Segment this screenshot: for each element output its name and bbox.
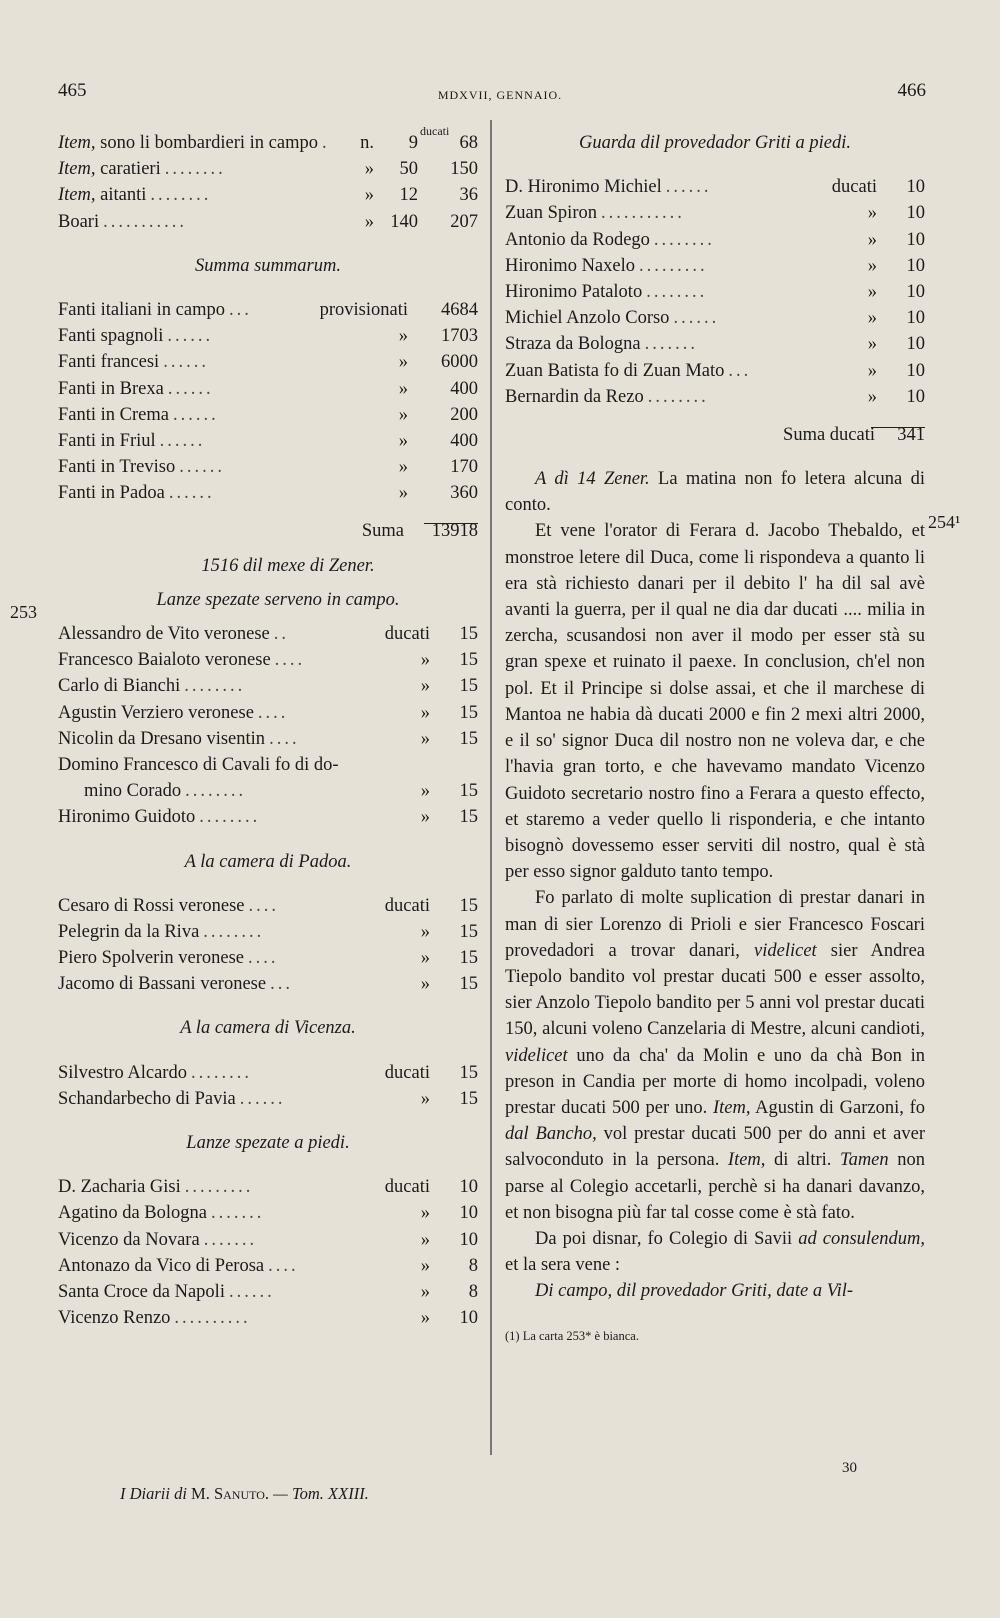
guarda-row-unit: » — [867, 308, 877, 329]
piedi-row-amount: 10 — [459, 1177, 478, 1198]
guarda-row-unit: » — [867, 203, 877, 224]
padoa-row-amount: 15 — [459, 974, 478, 995]
sum-rule — [58, 506, 478, 518]
fanti-row — [58, 297, 478, 323]
right-page-number: 466 — [897, 80, 926, 101]
leader-dots: .... — [248, 895, 280, 916]
top-row-item: Item, — [58, 185, 96, 206]
guarda-row — [505, 279, 925, 305]
fanti-row — [58, 402, 478, 428]
top-row-label: Boari — [58, 211, 100, 232]
top-row — [58, 182, 478, 208]
padoa-heading: A la camera di Padoa. — [184, 851, 352, 872]
leader-dots: .... — [269, 728, 300, 749]
leader-dots: ......... — [639, 255, 708, 276]
guarda-row-unit: ducati — [831, 177, 877, 198]
fanti-provisionati: » — [398, 352, 408, 373]
lanze-row-name: Alessandro de Vito veronese — [58, 624, 270, 644]
mino-corado-row: mino Corado ........ » 15 — [84, 781, 478, 802]
padoa-row-name: Piero Spolverin veronese — [58, 948, 244, 969]
lanze-row-name: Agustin Verziero veronese — [58, 702, 254, 723]
leader-dots: ....... — [211, 1203, 265, 1224]
piedi-row-amount: 10 — [459, 1308, 478, 1329]
padoa-row-name: Cesaro di Rossi veronese — [58, 895, 245, 916]
guarda-row-amount: 10 — [906, 229, 925, 250]
suma-value: 13918 — [431, 521, 478, 542]
guarda-row-amount: 10 — [906, 386, 925, 407]
fanti-name: Fanti italiani in campo — [58, 299, 225, 320]
lanze-rows — [58, 621, 478, 752]
top-row — [58, 209, 478, 235]
padoa-row-amount: 15 — [459, 948, 478, 969]
margin-note-254: 254¹ — [928, 512, 961, 532]
padoa-row-amount: 15 — [459, 895, 478, 916]
fanti-provisionati: provisionati — [319, 299, 408, 320]
lanze-row-unit: » — [420, 702, 430, 723]
leader-dots: ........... — [600, 203, 685, 224]
right-suma-value: 341 — [897, 424, 925, 445]
guarda-row-unit: » — [867, 334, 877, 355]
leader-dots: .......... — [174, 1308, 251, 1329]
vicenza-heading: A la camera di Vicenza. — [180, 1018, 356, 1039]
piedi-row-amount: 8 — [468, 1255, 478, 1276]
guarda-row-name: Hironimo Pataloto — [505, 281, 643, 302]
guarda-row-amount: 10 — [906, 281, 925, 302]
lanze-row-amount: 15 — [459, 728, 478, 749]
padoa-row — [58, 919, 478, 945]
guarda-row-name: D. Hironimo Michiel — [505, 177, 662, 198]
lanze-row-name: Francesco Baialoto veronese — [58, 650, 271, 671]
leader-dots: .. — [273, 624, 290, 644]
leader-dots: ....... — [203, 1229, 258, 1250]
paragraph-di-campo: Di campo, dil provedador Griti, date a Vil- — [535, 1281, 854, 1302]
piedi-row-name: D. Zacharia Gisi — [58, 1177, 181, 1198]
top-row-total: 207 — [450, 211, 478, 232]
leader-dots: ........ — [164, 159, 226, 180]
fanti-provisionati: » — [398, 457, 408, 478]
guarda-row-name: Zuan Spiron — [505, 203, 597, 224]
leader-dots: ... — [270, 974, 293, 995]
guarda-row-name: Zuan Batista fo di Zuan Mato — [505, 360, 725, 381]
lanze-heading: Lanze spezate serveno in campo. — [156, 589, 400, 610]
fanti-row — [58, 323, 478, 349]
fanti-value: 360 — [450, 483, 478, 504]
piedi-row-name: Agatino da Bologna — [58, 1203, 208, 1224]
piedi-row-amount: 8 — [468, 1281, 478, 1302]
fanti-provisionati: » — [398, 430, 408, 451]
guarda-row-amount: 10 — [906, 255, 925, 276]
fanti-value: 400 — [450, 378, 478, 399]
top-row-count: 12 — [399, 185, 418, 206]
vicenza-row-name: Schandarbecho di Pavia — [58, 1088, 236, 1109]
guarda-row-amount: 10 — [906, 308, 925, 329]
fanti-provisionati: » — [398, 483, 408, 504]
lanze-row — [58, 700, 478, 726]
piedi-row — [58, 1200, 478, 1226]
lanze-row-unit: » — [420, 676, 430, 697]
padoa-row — [58, 945, 478, 971]
piedi-row — [58, 1279, 478, 1305]
left-column — [58, 122, 478, 1331]
footnote: (1) La carta 253* è bianca. — [505, 1328, 639, 1343]
top-row-count: 9 — [408, 133, 418, 153]
leader-dots: ...... — [665, 177, 712, 198]
guarda-row-unit: » — [867, 360, 877, 381]
piedi-row-unit: » — [420, 1203, 430, 1224]
padoa-row — [58, 971, 478, 997]
lanze-row-amount: 15 — [459, 650, 478, 671]
lanze-row-name: Carlo di Bianchi — [58, 676, 181, 697]
leader-dots: ...... — [167, 378, 214, 399]
column-divider — [490, 120, 492, 1455]
leader-dots: ...... — [168, 483, 215, 504]
paragraph-colegio: Da poi disnar, fo Colegio di Savii ad consulendum, et la sera vene : — [505, 1228, 926, 1276]
padoa-row-name: Pelegrin da la Riva — [58, 921, 200, 942]
padoa-row-amount: 15 — [459, 921, 478, 942]
paragraph-orator-ferara: Et vene l'orator di Ferara d. Jacobo Thebaldo, et monstroe letere dil Duca, come li rispondeva a quanto li era stà richiesto danari per il debito l' ha dil sal avè avanti la guerra, per il qual ne dia dar ducati .... milia in zercha, scusandosi non aver il modo per esser stà su gran spexe et ruinato il paexe. In conclusion, ch'el non pol. Et il Principe si dolse assai, et che il marchese di Mantoa ne habia dà ducati 2000 e fin 2 mexi altri 2000, e il so' signor Duca dil nostro non ne voleva dar, e che l'havia gran torto, e che havevamo mandato Vicenzo Guidoto secretario nostro fino a Ferara a questo effecto, et staremo a veder quello li risponderia, e che intanto bisognò dovessemo esser serviti dil nostro, qual è stà per esso signor galduto tanto tempo. — [505, 521, 925, 883]
fanti-name: Fanti francesi — [58, 352, 160, 373]
leader-dots: ...... — [239, 1088, 286, 1109]
padoa-row-name: Jacomo di Bassani veronese — [58, 974, 267, 995]
lanze-row — [58, 647, 478, 673]
padoa-row-unit: » — [420, 948, 430, 969]
vicenza-row-amount: 15 — [459, 1088, 478, 1109]
top-row-name — [58, 182, 146, 208]
top-row-count: 140 — [390, 211, 418, 232]
running-title: MDXVII, GENNAIO. — [437, 88, 563, 102]
guarda-row — [505, 174, 925, 200]
guarda-row-name: Hironimo Naxelo — [505, 255, 635, 276]
leader-dots: ........... — [103, 211, 187, 232]
vicenza-row — [58, 1086, 478, 1112]
top-row — [58, 130, 478, 156]
guarda-row-amount: 10 — [906, 360, 925, 381]
top-row-name — [58, 209, 99, 235]
fanti-row — [58, 480, 478, 506]
piedi-row-unit: » — [420, 1255, 430, 1276]
guarda-row-name: Antonio da Rodego — [505, 229, 650, 250]
leader-dots: ... — [228, 299, 252, 320]
piedi-row — [58, 1227, 478, 1253]
piedi-row-name: Santa Croce da Napoli — [58, 1281, 225, 1302]
paragraph-14-zener: A dì 14 Zener. La matina non fo letera alcuna di conto. — [505, 469, 925, 516]
sheet-number: 30 — [842, 1460, 857, 1476]
guarda-rows — [505, 174, 925, 410]
right-suma-row — [505, 422, 925, 448]
piedi-row-unit: » — [420, 1281, 430, 1302]
guarda-row — [505, 200, 925, 226]
top-row-name — [58, 156, 161, 182]
leader-dots: ......... — [184, 1177, 254, 1198]
fanti-provisionati: » — [398, 404, 408, 425]
leader-dots: ........ — [150, 185, 212, 206]
top-row-name — [58, 130, 318, 156]
fanti-row — [58, 349, 478, 375]
top-row-label: caratieri — [95, 159, 161, 180]
leader-dots: .... — [248, 948, 279, 969]
leader-dots: ... — [728, 360, 752, 381]
fanti-name: Fanti in Brexa — [58, 378, 164, 399]
padoa-rows — [58, 893, 478, 998]
right-column — [505, 122, 925, 1349]
lanze-row — [58, 726, 478, 752]
piedi-row-unit: ducati — [384, 1177, 430, 1198]
fanti-name: Fanti in Friul — [58, 430, 156, 451]
vicenza-row — [58, 1060, 478, 1086]
margin-note-253: 253 — [10, 602, 37, 622]
leader-dots: ........ — [190, 1062, 252, 1083]
piedi-row-unit: » — [420, 1229, 430, 1250]
leader-dots: .... — [274, 650, 306, 671]
top-row — [58, 156, 478, 182]
left-page-number: 465 — [58, 80, 87, 101]
domino-line: Domino Francesco di Cavali fo di do- — [58, 754, 339, 775]
guarda-row-name: Michiel Anzolo Corso — [505, 308, 670, 329]
top-row-label: aitanti — [95, 185, 147, 206]
top-row-unit: » — [364, 211, 374, 232]
leader-dots: . — [321, 133, 330, 153]
top-row-unit: n. — [360, 133, 374, 153]
top-row-total: 36 — [459, 185, 478, 206]
top-rows — [58, 130, 478, 235]
guarda-row-unit: » — [867, 386, 877, 407]
piedi-row-amount: 10 — [459, 1229, 478, 1250]
guarda-row-amount: 10 — [906, 203, 925, 224]
piedi-heading: Lanze spezate a piedi. — [186, 1133, 350, 1153]
lanze-row-amount: 15 — [459, 624, 478, 644]
lanze-row-unit: ducati — [384, 624, 430, 644]
leader-dots: ...... — [172, 404, 219, 425]
vicenza-row-name: Silvestro Alcardo — [58, 1062, 187, 1083]
top-row-item: Item, — [58, 159, 96, 180]
leader-dots: ...... — [673, 308, 720, 329]
fanti-name: Fanti in Crema — [58, 404, 169, 425]
top-row-total: 150 — [450, 159, 478, 180]
vicenza-row-amount: 15 — [459, 1062, 478, 1083]
fanti-name: Fanti in Padoa — [58, 483, 165, 504]
piedi-row — [58, 1253, 478, 1279]
leader-dots: ........ — [653, 229, 715, 250]
fanti-name: Fanti spagnoli — [58, 326, 164, 347]
fanti-row — [58, 454, 478, 480]
footer-signature: I Diarii di M. Sanuto. — Tom. XXIII. — [120, 1484, 369, 1503]
fanti-row — [58, 376, 478, 402]
paragraph-suplication: Fo parlato di molte suplication di prestar danari in man di sier Lorenzo di Prioli e sier Francesco Foscari provedadori a trovar danari, videlicet sier Andrea Tiepolo bandito vol prestar ducati 500 e esser assolto, sier Anzolo Tiepolo bandito per 5 anni vol prestar ducati 150, alcuni voleno Canzelaria di Mestre, alcuni candioti, videlicet uno da cha' da Molin e uno da chà Bon in preson in Candia per morte di homo incolpadi, voleno prestar ducati 500 per uno. Item, Agustin di Garzoni, fo dal Bancho, vol prestar ducati 500 per do anni et aver salvoconduto in la persona. Item, di altri. Tamen non parse al Colegio accetarli, perchè si ha danari davanzo, et non bisogna più far tal cosse come è stà fato. — [505, 888, 925, 1223]
guarda-row — [505, 331, 925, 357]
fanti-value: 170 — [450, 457, 478, 478]
fanti-provisionati: » — [398, 378, 408, 399]
hironimo-guidoto-row: Hironimo Guidoto ........ » 15 — [58, 807, 478, 828]
piedi-row-amount: 10 — [459, 1203, 478, 1224]
guarda-row-unit: » — [867, 281, 877, 302]
leader-dots: ........ — [646, 281, 708, 302]
leader-dots: ...... — [159, 430, 206, 451]
guarda-row — [505, 227, 925, 253]
padoa-row-unit: » — [420, 974, 430, 995]
fanti-row — [58, 428, 478, 454]
lanze-row — [58, 673, 478, 699]
leader-dots: ...... — [167, 326, 214, 347]
lanze-row-amount: 15 — [459, 676, 478, 697]
top-row-total: 68 — [459, 133, 478, 153]
piedi-rows — [58, 1174, 478, 1331]
fanti-value: 1703 — [441, 326, 478, 347]
piedi-row-name: Vicenzo Renzo — [58, 1308, 171, 1329]
top-row-unit: » — [364, 159, 374, 180]
top-row-item: Item, — [58, 133, 96, 153]
lanze-row-name: Nicolin da Dresano visentin — [58, 728, 266, 749]
piedi-row — [58, 1305, 478, 1331]
date-heading: 1516 dil mexe di Zener. — [201, 555, 375, 576]
top-row-count: 50 — [399, 159, 418, 180]
fanti-rows — [58, 297, 478, 507]
leader-dots: ........ — [184, 676, 246, 697]
suma-label: Suma — [361, 521, 404, 542]
piedi-row-name: Vicenzo da Novara — [58, 1229, 200, 1250]
fanti-provisionati: » — [398, 326, 408, 347]
lanze-row-unit: » — [420, 650, 430, 671]
guarda-row — [505, 253, 925, 279]
guarda-row-unit: » — [867, 255, 877, 276]
vicenza-rows — [58, 1060, 478, 1112]
leader-dots: .... — [257, 702, 289, 723]
leader-dots: ........ — [203, 921, 265, 942]
guarda-row — [505, 384, 925, 410]
right-sum-rule — [505, 410, 925, 422]
piedi-row-unit: » — [420, 1308, 430, 1329]
lanze-row-amount: 15 — [459, 702, 478, 723]
leader-dots: ....... — [644, 334, 698, 355]
suma-row — [58, 518, 478, 544]
fanti-name: Fanti in Treviso — [58, 457, 176, 478]
padoa-row — [58, 893, 478, 919]
fanti-value: 6000 — [441, 352, 478, 373]
lanze-row — [58, 621, 478, 647]
vicenza-row-unit: ducati — [384, 1062, 430, 1083]
leader-dots: ........ — [647, 386, 709, 407]
guarda-heading: Guarda dil provedador Griti a piedi. — [578, 133, 851, 153]
right-suma-label: Suma ducati — [783, 424, 875, 445]
top-row-label: sono li bombardieri in campo — [95, 133, 318, 153]
summa-heading: Summa summarum. — [195, 255, 341, 276]
guarda-row-amount: 10 — [906, 177, 925, 198]
vicenza-row-unit: » — [420, 1088, 430, 1109]
ducati-column-header: ducati — [420, 124, 450, 138]
leader-dots: ...... — [228, 1281, 275, 1302]
padoa-row-unit: » — [420, 921, 430, 942]
guarda-row-name: Straza da Bologna — [505, 334, 641, 355]
piedi-row-name: Antonazo da Vico di Perosa — [58, 1255, 265, 1276]
guarda-row — [505, 305, 925, 331]
fanti-value: 200 — [450, 404, 478, 425]
guarda-row-unit: » — [867, 229, 877, 250]
leader-dots: ...... — [163, 352, 209, 373]
top-row-unit: » — [364, 185, 374, 206]
piedi-row — [58, 1174, 478, 1200]
leader-dots: .... — [268, 1255, 299, 1276]
fanti-value: 4684 — [441, 299, 478, 320]
guarda-row — [505, 358, 925, 384]
leader-dots: ...... — [179, 457, 225, 478]
guarda-row-name: Bernardin da Rezo — [505, 386, 644, 407]
guarda-row-amount: 10 — [906, 334, 925, 355]
padoa-row-unit: ducati — [384, 895, 430, 916]
fanti-value: 400 — [450, 430, 478, 451]
lanze-row-unit: » — [420, 728, 430, 749]
